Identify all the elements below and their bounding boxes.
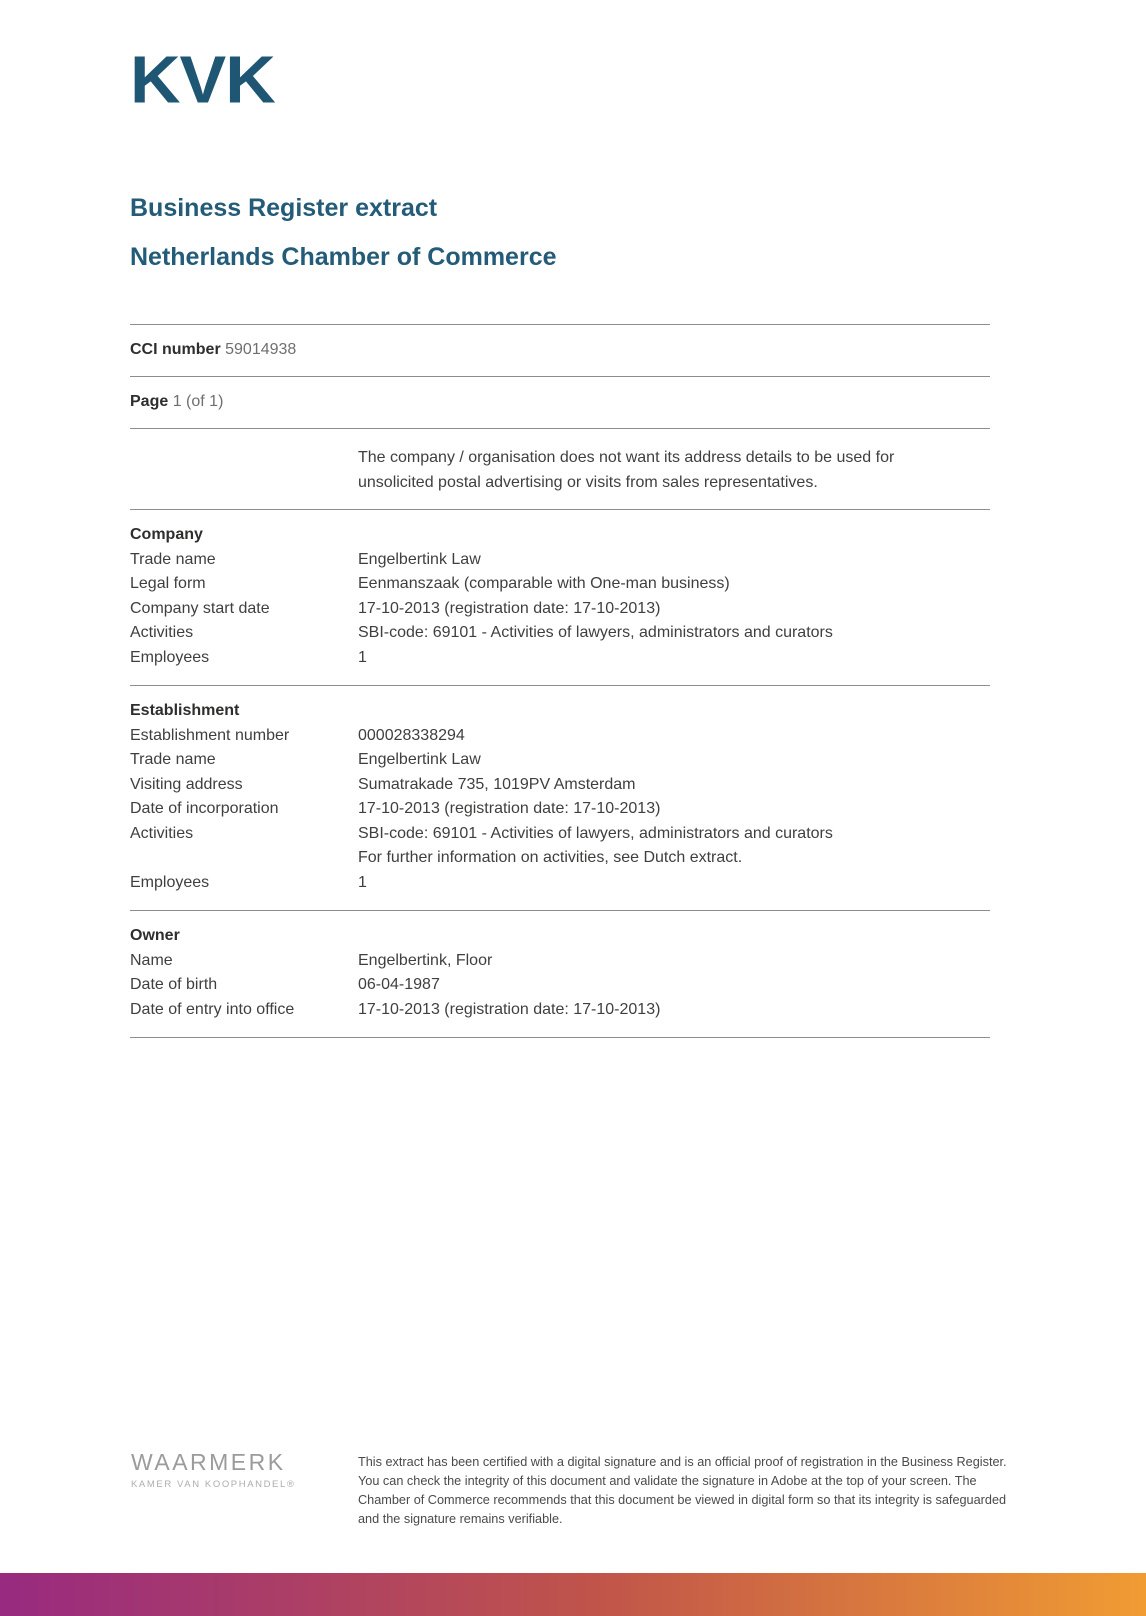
field-value: [358, 572, 730, 597]
field-label: Establishment number: [130, 726, 290, 744]
section-owner: [130, 911, 990, 1037]
certification-text: This extract has been certified with a digital signature and is an official proof of registration in the Business Register. You can check the integrity of this document and validate the signature in Adobe at the top of your screen. The Chamber of Commerce recommends that this document be viewed in digital form so that its integrity is safeguarded and the signature remains verifiable.: [358, 1455, 1007, 1526]
waarmerk-wordmark: WAARMERK: [131, 1449, 286, 1475]
field-value-line: 17-10-2013 (registration date: 17-10-2013): [358, 800, 661, 817]
field-label: Date of incorporation: [130, 800, 279, 817]
field-value-line: Engelbertink Law: [358, 751, 481, 768]
field-value-line: Sumatrakade 735, 1019PV Amsterdam: [358, 775, 636, 793]
field-value-line: Eenmanszaak (comparable with One-man business): [358, 575, 730, 592]
section-title: Owner: [130, 927, 180, 944]
field-value: [358, 548, 481, 573]
field-value: [358, 973, 440, 998]
page-value: 1 (of 1): [172, 393, 224, 410]
field-value: [358, 797, 660, 822]
document-content: [130, 0, 990, 1038]
field-label: Legal form: [130, 575, 206, 592]
table-row: [130, 646, 990, 671]
field-value: [358, 646, 367, 671]
field-label: Trade name: [130, 550, 216, 568]
title-line-2: Netherlands Chamber of Commerce: [130, 243, 557, 271]
field-value: [358, 724, 465, 749]
table-row: [130, 724, 990, 749]
field-value-line: SBI-code: 69101 - Activities of lawyers, administrators and curators: [358, 624, 833, 641]
field-label: Employees: [130, 648, 210, 666]
register-sections: [130, 510, 990, 1038]
section-establishment: [130, 686, 990, 910]
table-row: [130, 597, 990, 622]
table-row: [130, 998, 990, 1023]
field-value: [358, 949, 492, 974]
field-label: Employees: [130, 873, 210, 891]
table-row: [130, 572, 990, 597]
field-value: [358, 773, 636, 798]
table-row: [130, 548, 990, 573]
field-value-line: 06-04-1987: [358, 976, 440, 993]
field-value: [358, 822, 833, 871]
field-value: [358, 871, 367, 896]
kvk-logo: KVK: [130, 42, 275, 118]
table-row: [130, 748, 990, 773]
table-row: [130, 949, 990, 974]
table-row: [130, 973, 990, 998]
field-label: Company start date: [130, 599, 270, 617]
field-value: [358, 597, 660, 622]
document-title: [130, 196, 990, 270]
field-label: Activities: [130, 824, 194, 842]
table-row: [130, 822, 990, 871]
field-value: [358, 748, 481, 773]
waarmerk-logo: [131, 1449, 295, 1490]
table-row: [130, 871, 990, 896]
field-value-line: 17-10-2013 (registration date: 17-10-2013): [358, 599, 661, 617]
page-label: Page: [130, 393, 169, 410]
field-label: Trade name: [130, 751, 216, 768]
cci-number-value: 59014938: [225, 341, 297, 358]
field-value-line: For further information on activities, see Dutch extract.: [358, 849, 743, 866]
divider: [130, 1037, 990, 1038]
field-value-line: 1: [358, 873, 367, 891]
non-mailing-notice: The company / organisation does not want its address details to be used for unsolicited postal advertising or visits from sales representatives.: [358, 449, 895, 491]
table-row: [130, 773, 990, 798]
table-row: [130, 621, 990, 646]
field-label: Date of entry into office: [130, 1000, 295, 1018]
waarmerk-subtitle: KAMER VAN KOOPHANDEL®: [131, 1479, 296, 1490]
cci-number-row: [130, 325, 990, 376]
field-value-line: SBI-code: 69101 - Activities of lawyers, administrators and curators: [358, 824, 833, 842]
page-number-row: [130, 377, 990, 428]
section-title: Establishment: [130, 702, 240, 719]
field-value-line: 1: [358, 648, 367, 666]
cci-number-label: CCI number: [130, 341, 221, 358]
section-title: Company: [130, 526, 203, 543]
field-label: Activities: [130, 624, 194, 641]
field-value-line: Engelbertink Law: [358, 550, 481, 568]
section-company: [130, 510, 990, 685]
brand-gradient-bar: [0, 1573, 1146, 1616]
field-value-line: 17-10-2013 (registration date: 17-10-2013): [358, 1000, 661, 1018]
field-value-line: 000028338294: [358, 726, 465, 744]
field-label: Name: [130, 951, 173, 969]
field-label: Visiting address: [130, 775, 243, 793]
field-label: Date of birth: [130, 976, 218, 993]
table-row: [130, 797, 990, 822]
field-value: [358, 998, 660, 1023]
title-line-1: Business Register extract: [130, 194, 438, 222]
field-value-line: Engelbertink, Floor: [358, 951, 493, 969]
field-value: [358, 621, 833, 646]
